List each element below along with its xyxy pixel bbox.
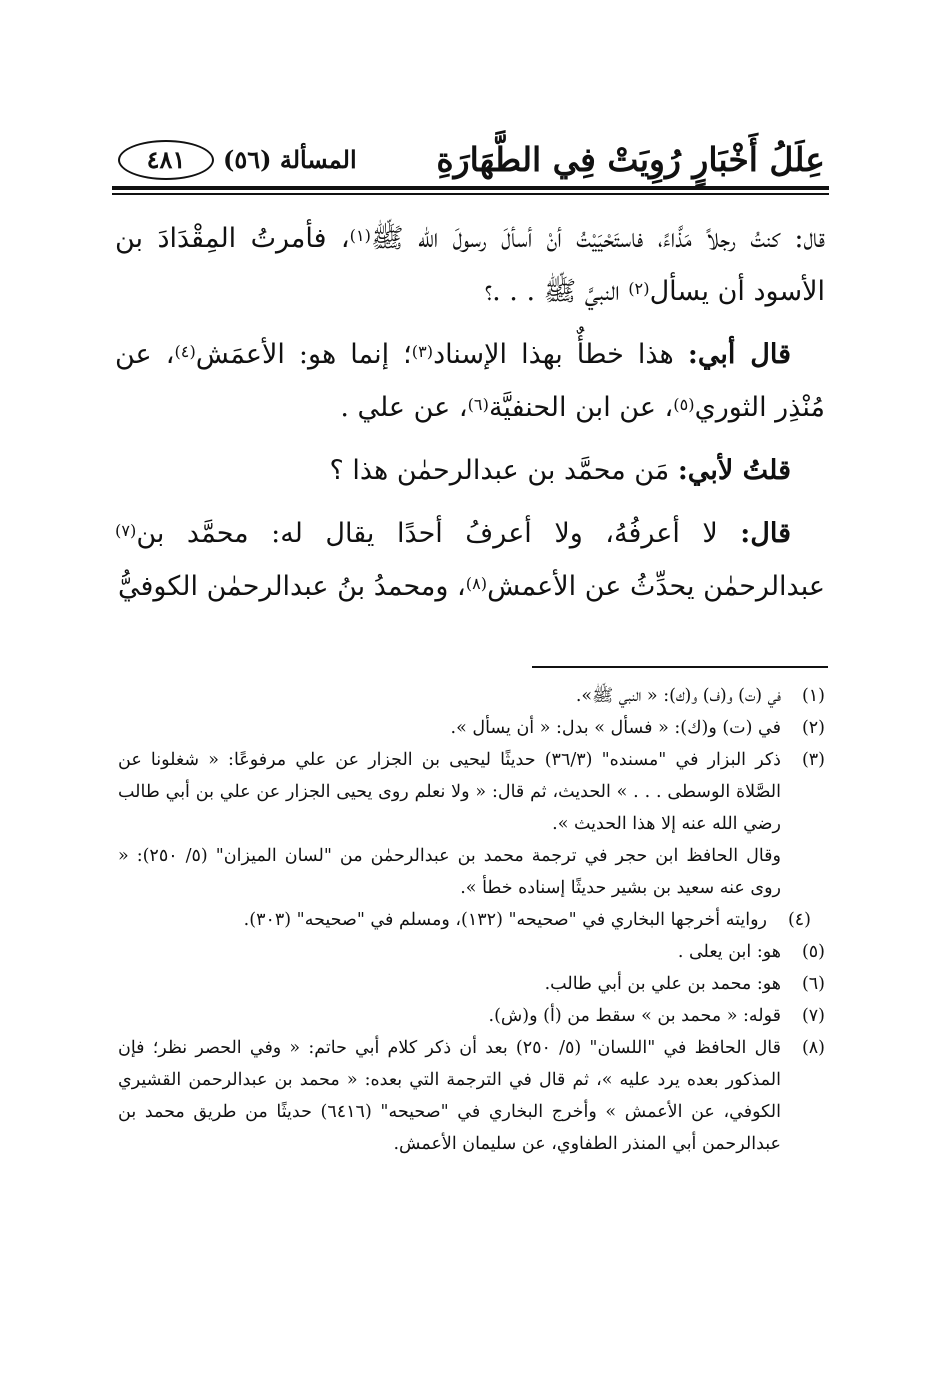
paragraph-text: مَن محمَّد بن عبدالرحمٰن هذا ؟ bbox=[329, 455, 678, 486]
speaker-label: قلتُ لأبي: bbox=[677, 455, 791, 486]
page-number-badge: ٤٨١ bbox=[118, 140, 214, 180]
footnote bbox=[118, 904, 825, 936]
footnote-ref: (١) bbox=[349, 225, 371, 245]
footnote-number: (٦) bbox=[801, 974, 825, 994]
footnote bbox=[118, 712, 825, 744]
footnote-number: (٤) bbox=[787, 910, 811, 930]
paragraph bbox=[115, 212, 825, 318]
footnote-ref: (٧) bbox=[115, 520, 137, 540]
footnote bbox=[118, 744, 825, 904]
footnote-text-part: وقال الحافظ ابن حجر في ترجمة محمد بن عبدالرحمٰن من "لسان الميزان" (٥/ ٢٥٠): « روى عنه سعيد بن بشير حديثًا إسناده خطأ ». bbox=[118, 846, 781, 898]
paragraph-text: ، فأمرتُ المِقْدَادَ بن الأسود أن يسأل bbox=[115, 223, 825, 307]
footnote-number: (٨) bbox=[801, 1038, 825, 1058]
footnote-number: (٣) bbox=[801, 750, 825, 770]
footnote-number: (٥) bbox=[801, 942, 825, 962]
footnote-text bbox=[118, 744, 781, 904]
footnote-text: روايته أخرجها البخاري في "صحيحه" (١٣٢)، ومسلم في "صحيحه" (٣٠٣). bbox=[243, 910, 767, 930]
paragraph-text: النبيَّ ﷺ . . .؟ bbox=[484, 276, 629, 307]
footnote bbox=[118, 1032, 825, 1160]
footnote-ref: (٥) bbox=[673, 394, 695, 414]
footnote-text: قوله: « محمد بن » سقط من (أ) و(ش). bbox=[488, 1006, 781, 1026]
footnote-ref: (٦) bbox=[467, 394, 489, 414]
footnote-text-part: ذكر البزار في "مسنده" (٣٦/٣) حديثًا ليحيى بن الجزار عن علي مرفوعًا: « شغلونا عن الصَّلاة الوسطى . . . » الحديث، ثم قال: « ولا نعلم روى يحيى الجزار عن علي بن أبي طالب رضي الله عنه إلا هذا الحديث ». bbox=[118, 750, 781, 834]
paragraph-text: قال: كنتُ رجلاً مَذَّاءً، فاستَحْيَيْتُ أنْ أسألَ رسولَ الله ﷺ bbox=[370, 223, 825, 254]
paragraph-text: ؛ إنما هو: الأعمَش bbox=[195, 339, 412, 370]
footnote bbox=[118, 1000, 825, 1032]
paragraph-text: هذا خطأٌ بهذا الإسناد bbox=[433, 339, 688, 370]
footnote bbox=[118, 968, 825, 1000]
footnote-number: (٧) bbox=[801, 1006, 825, 1026]
paragraph-text: ، عن مُنْذِر الثوري bbox=[115, 339, 825, 423]
footnote-ref: (٨) bbox=[465, 573, 488, 593]
speaker-label: قال أبي: bbox=[687, 339, 791, 370]
issue-label: المسألة (٥٦) bbox=[223, 145, 357, 174]
paragraph-text: ، ومحمدُ بنُ عبدالرحمٰن الكوفيُّ bbox=[118, 571, 466, 602]
paragraph-text: ، عن ابن الحنفيَّة bbox=[488, 392, 674, 423]
paragraph-text: ، عن علي . bbox=[340, 392, 468, 423]
footnotes bbox=[118, 680, 825, 1160]
footnote-ref: (٣) bbox=[411, 341, 434, 361]
page-header bbox=[118, 138, 825, 182]
paragraph bbox=[115, 328, 825, 434]
main-text bbox=[115, 212, 825, 613]
footnote-text: هو: محمد بن علي بن أبي طالب. bbox=[544, 974, 781, 994]
speaker-label: قال: bbox=[740, 518, 791, 549]
paragraph bbox=[115, 507, 825, 613]
footnote-text: في (ت) و(ك): « فسأل » بدل: « أن يسأل ». bbox=[450, 718, 781, 738]
footnote-separator bbox=[532, 666, 828, 668]
header-rule-thin bbox=[112, 193, 829, 195]
paragraph-text: لا أعرفُهُ، ولا أعرفُ أحدًا يقال له: محمَّد بن bbox=[136, 518, 741, 549]
footnote-number: (١) bbox=[801, 686, 825, 706]
paragraph-text: عبدالرحمٰن يحدِّثُ عن الأعمش bbox=[487, 571, 825, 602]
paragraph bbox=[115, 444, 825, 497]
footnote-number: (٢) bbox=[801, 718, 825, 738]
footnote-ref: (٤) bbox=[174, 341, 196, 361]
footnote-text: في (ت) و(ف) و(ك): « النبي ﷺ». bbox=[575, 686, 781, 706]
footnote-text: قال الحافظ في "اللسان" (٥/ ٢٥٠) بعد أن ذكر كلام أبي حاتم: « وفي الحصر نظر؛ فإن المذكور بعده يرد عليه »، ثم قال في الترجمة التي بعده: « محمد بن عبدالرحمن القشيري الكوفي، عن الأعمش » وأخرج البخاري في "صحيحه" (٦٤١٦) حديثًا من طريق محمد بن عبدالرحمن أبي المنذر الطفاوي، عن سليمان الأعمش. bbox=[118, 1038, 781, 1154]
footnote bbox=[118, 680, 825, 712]
header-rule-thick bbox=[112, 186, 829, 190]
footnote-ref: (٢) bbox=[628, 278, 650, 298]
footnote bbox=[118, 936, 825, 968]
footnote-text: هو: ابن يعلى . bbox=[677, 942, 781, 962]
book-title: عِلَلُ أَخْبَارٍ رُوِيَتْ فِي الطَّهَارَةِ bbox=[436, 140, 825, 179]
